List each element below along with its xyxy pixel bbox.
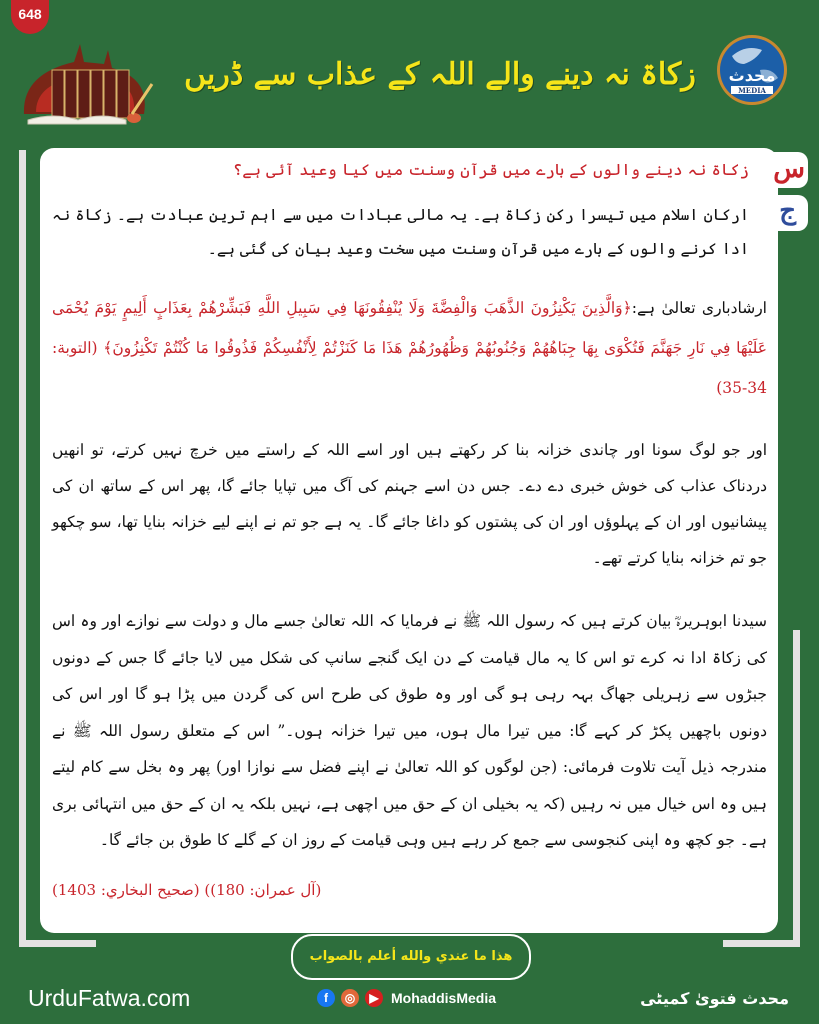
page-title: زکاۃ نہ دینے والے اللہ کے عذاب سے ڈریں	[184, 57, 696, 92]
page-number-badge: 648	[11, 0, 49, 34]
website-link[interactable]: UrduFatwa.com	[28, 985, 191, 1011]
ayah-translation: اور جو لوگ سونا اور چاندی خزانہ بنا کر رکھتے ہیں اور اسے اللہ کے راستے میں خرچ نہیں کرتے، تو انھیں دردناک عذاب کی خوش خبری دے دے۔ جس دن اسے جہنم کی آگ میں تپایا جائے گا، پھر اس کے ساتھ ان کی پیشانیوں اور ان کے پہلوؤں اور ان کی پشتوں کو داغا جائے گا۔ یہ ہے جو تم نے اپنے لیے خزانہ بنایا تھا، سو چکھو جو تم خزانہ بنایا کرتے تھے۔	[52, 441, 767, 567]
question-marker: س	[773, 154, 805, 184]
ayah-text: ﴿وَالَّذِينَ يَكْنِزُونَ الذَّهَبَ وَالْفِضَّةَ وَلَا يُنْفِقُونَهَا فِي سَبِيلِ اللَّهِ فَبَشِّرْهُمْ بِعَذَابٍ أَلِيمٍ يَوْمَ يُحْمَى عَلَيْهَا فِي نَارِ جَهَنَّمَ فَتُكْوَى بِهَا جِبَاهُهُمْ وَجُنُوبُهُمْ وَظُهُورُهُمْ هَذَا مَا كَنَزْتُمْ لِأَنْفُسِكُمْ فَذُوقُوا مَا كُنْتُمْ تَكْنِزُونَ﴾	[52, 299, 767, 357]
social-links	[317, 986, 496, 1010]
facebook-icon[interactable]: f	[317, 989, 335, 1007]
question-text: زکاۃ نہ دینے والوں کے بارے میں قرآن وسنت میں کیا وعید آئی ہے؟	[232, 160, 749, 179]
closing-phrase: هذا ما عندي والله أعلم بالصواب	[291, 934, 531, 980]
references: (آل عمران: 180)) (صحيح البخاري: 1403)	[52, 881, 322, 899]
youtube-icon[interactable]: ▶	[365, 989, 383, 1007]
books-illustration-icon	[14, 34, 160, 126]
instagram-icon[interactable]: ◎	[341, 989, 359, 1007]
hadith-text: سیدنا ابوہریرہؓ بیان کرتے ہیں کہ رسول اللہ ﷺ نے فرمایا کہ اللہ تعالیٰ جسے مال و دولت سے نوازے اور وہ اس کی زکاۃ ادا نہ کرے تو اس کا یہ مال قیامت کے دن ایک گنجے سانپ کی شکل میں لایا جائے گا جس کے دونوں جبڑوں سے زہریلی جھاگ بہہ رہی ہو گی اور وہ طوق کی طرح اس کی گردن میں پڑا ہو گا اور اس کی دونوں باچھیں پکڑ کر کہے گا: میں تیرا مال ہوں، میں تیرا خزانہ ہوں۔” اس کے متعلق رسول اللہ ﷺ نے مندرجہ ذیل آیت تلاوت فرمائی: (جن لوگوں کو اللہ تعالیٰ نے اپنے فضل سے نوازا اور) پھر وہ بخل سے کام لیتے ہیں وہ اس خیال میں نہ رہیں (کہ یہ بخیلی ان کے حق میں اچھی ہے، نہیں بلکہ یہ ان کے حق میں انتہائی بری ہے۔ جو کچھ وہ اپنی کنجوسی سے جمع کر رہے ہیں وہی قیامت کے روز ان کے گلے کا طوق بن جائے گا۔	[52, 612, 767, 849]
logo-subtext: MEDIA	[738, 86, 766, 95]
ayah-lead: ارشادباری تعالیٰ ہے:	[631, 299, 767, 317]
mohaddis-media-logo	[716, 34, 788, 106]
ayah-reference: (التوبة: 34-35)	[52, 339, 767, 397]
social-handle[interactable]: MohaddisMedia	[391, 990, 497, 1006]
logo-text: محدث	[728, 66, 776, 85]
answer-marker: ج	[779, 196, 796, 226]
answer-intro: ارکان اسلام میں تیسرا رکن زکاۃ ہے۔ یہ مالی عبادات میں سے اہم ترین عبادت ہے۔ زکاۃ نہ ادا کرنے والوں کے بارے میں قرآن وسنت میں سخت وعید بیان کی گئی ہے۔	[52, 206, 749, 258]
committee-name: محدث فتویٰ کمیٹی	[640, 989, 789, 1008]
ayah-paragraph	[52, 288, 767, 408]
globe-logo-icon	[716, 34, 788, 106]
